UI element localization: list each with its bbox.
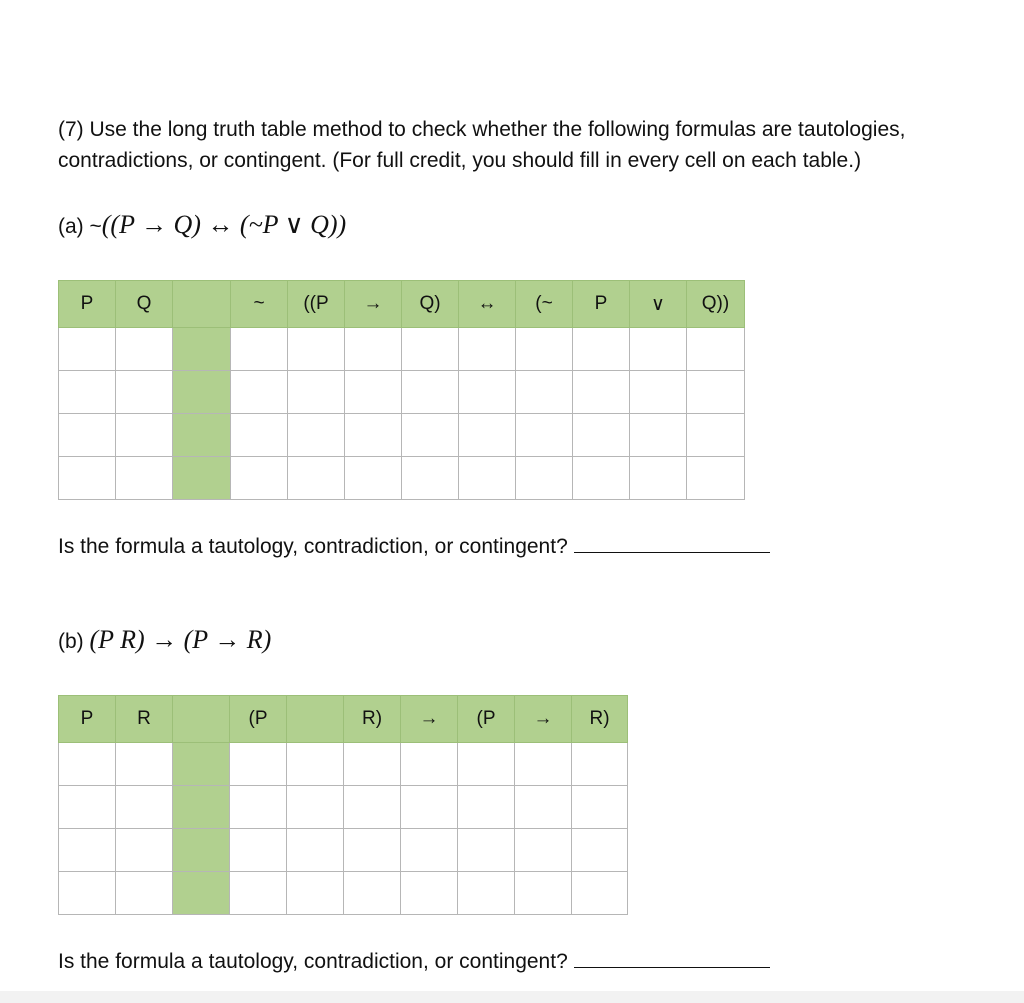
table-cell[interactable]: [231, 414, 288, 457]
instructions-text: (7) Use the long truth table method to check whether the following formulas are tautologies, contradictions, or contingent. (For full credit, you should fill in every cell on each table.): [58, 118, 906, 172]
table-a-header-cell: ↔: [459, 281, 516, 328]
table-cell[interactable]: [401, 829, 458, 872]
table-cell[interactable]: [288, 328, 345, 371]
table-cell[interactable]: [231, 328, 288, 371]
table-cell[interactable]: [573, 414, 630, 457]
table-b-header-cell: (P: [458, 696, 515, 743]
table-cell[interactable]: [687, 328, 745, 371]
table-cell[interactable]: [515, 786, 572, 829]
table-cell[interactable]: [572, 743, 628, 786]
table-cell[interactable]: [401, 872, 458, 915]
table-cell[interactable]: [402, 414, 459, 457]
table-cell[interactable]: [516, 328, 573, 371]
table-a-row: [59, 371, 745, 414]
table-cell[interactable]: [344, 743, 401, 786]
part-b-label: (b): [58, 630, 84, 653]
table-a-header-row: [59, 281, 745, 328]
table-cell[interactable]: [516, 371, 573, 414]
table-cell[interactable]: [630, 328, 687, 371]
table-cell[interactable]: [116, 829, 173, 872]
table-cell[interactable]: [458, 786, 515, 829]
table-cell[interactable]: [687, 457, 745, 500]
table-a-header-cell: →: [345, 281, 402, 328]
table-cell[interactable]: [344, 872, 401, 915]
part-a-formula-math: ((P → Q) ↔ (~P ∨ Q)): [101, 210, 347, 239]
table-b-header-cell: R): [572, 696, 628, 743]
table-cell[interactable]: [59, 328, 116, 371]
table-b-row: [59, 829, 628, 872]
table-b-header-cell: R): [344, 696, 401, 743]
table-cell[interactable]: [59, 829, 116, 872]
table-b-row: [59, 872, 628, 915]
table-cell[interactable]: [230, 872, 287, 915]
table-b-header-cell: (P: [230, 696, 287, 743]
table-cell[interactable]: [231, 457, 288, 500]
table-cell[interactable]: [630, 414, 687, 457]
table-cell[interactable]: [116, 786, 173, 829]
table-a-header-cell: [173, 281, 231, 328]
table-a-header-cell: (~: [516, 281, 573, 328]
table-cell[interactable]: [401, 743, 458, 786]
table-cell[interactable]: [516, 414, 573, 457]
table-spacer-cell: [173, 829, 230, 872]
table-cell[interactable]: [230, 743, 287, 786]
table-cell[interactable]: [59, 872, 116, 915]
table-b-header-cell: R: [116, 696, 173, 743]
part-a-label: (a) ~: [58, 215, 102, 238]
table-cell[interactable]: [116, 743, 173, 786]
table-cell[interactable]: [515, 872, 572, 915]
table-cell[interactable]: [458, 829, 515, 872]
table-cell[interactable]: [630, 457, 687, 500]
table-cell[interactable]: [59, 414, 116, 457]
table-b-header-cell: [173, 696, 230, 743]
table-cell[interactable]: [287, 786, 344, 829]
table-cell[interactable]: [572, 872, 628, 915]
table-cell[interactable]: [459, 328, 516, 371]
table-cell[interactable]: [572, 829, 628, 872]
table-a-header-cell: Q)): [687, 281, 745, 328]
table-cell[interactable]: [230, 829, 287, 872]
table-cell[interactable]: [402, 371, 459, 414]
table-b-row: [59, 786, 628, 829]
table-cell[interactable]: [344, 786, 401, 829]
table-cell[interactable]: [345, 414, 402, 457]
table-cell[interactable]: [402, 328, 459, 371]
table-cell[interactable]: [59, 786, 116, 829]
table-cell[interactable]: [287, 743, 344, 786]
part-a-question: [58, 532, 770, 559]
table-cell[interactable]: [345, 328, 402, 371]
page-bottom-edge: [0, 991, 1024, 1003]
part-b-formula-math: (P R) → (P → R): [89, 625, 272, 654]
table-cell[interactable]: [458, 872, 515, 915]
table-cell[interactable]: [573, 371, 630, 414]
table-cell[interactable]: [516, 457, 573, 500]
table-spacer-cell: [173, 414, 231, 457]
table-spacer-cell: [173, 371, 231, 414]
part-b-formula: [58, 625, 271, 655]
part-b-answer-blank[interactable]: [574, 947, 770, 968]
table-a-row: [59, 328, 745, 371]
table-cell[interactable]: [344, 829, 401, 872]
table-cell[interactable]: [572, 786, 628, 829]
truth-table-b: [58, 695, 628, 915]
truth-table-a: [58, 280, 745, 500]
part-b-question: [58, 947, 770, 974]
table-b-header-row: [59, 696, 628, 743]
table-cell[interactable]: [687, 414, 745, 457]
table-cell[interactable]: [515, 743, 572, 786]
table-cell[interactable]: [459, 414, 516, 457]
table-spacer-cell: [173, 743, 230, 786]
table-cell[interactable]: [345, 371, 402, 414]
table-cell[interactable]: [287, 872, 344, 915]
table-cell[interactable]: [116, 328, 173, 371]
table-a-header-cell: ~: [231, 281, 288, 328]
table-cell[interactable]: [515, 829, 572, 872]
table-cell[interactable]: [345, 457, 402, 500]
table-b-header-cell: →: [401, 696, 458, 743]
table-cell[interactable]: [59, 371, 116, 414]
table-cell[interactable]: [687, 371, 745, 414]
table-a-header-cell: Q: [116, 281, 173, 328]
table-b-header-cell: →: [515, 696, 572, 743]
table-a-header-cell: Q): [402, 281, 459, 328]
table-cell[interactable]: [116, 872, 173, 915]
table-cell[interactable]: [573, 457, 630, 500]
table-a-header-cell: P: [59, 281, 116, 328]
table-cell[interactable]: [288, 457, 345, 500]
table-a-header-cell: ∨: [630, 281, 687, 328]
table-spacer-cell: [173, 457, 231, 500]
table-cell[interactable]: [459, 371, 516, 414]
table-a-header-cell: ((P: [288, 281, 345, 328]
table-cell[interactable]: [116, 371, 173, 414]
table-cell[interactable]: [402, 457, 459, 500]
table-a-row: [59, 414, 745, 457]
table-cell[interactable]: [230, 786, 287, 829]
part-a-formula: [58, 210, 346, 240]
table-cell[interactable]: [116, 457, 173, 500]
table-a-row: [59, 457, 745, 500]
table-b-header-cell: P: [59, 696, 116, 743]
table-cell[interactable]: [288, 414, 345, 457]
table-cell[interactable]: [573, 328, 630, 371]
table-cell[interactable]: [288, 371, 345, 414]
table-cell[interactable]: [458, 743, 515, 786]
table-a-header-cell: P: [573, 281, 630, 328]
table-spacer-cell: [173, 786, 230, 829]
table-cell[interactable]: [116, 414, 173, 457]
table-cell[interactable]: [459, 457, 516, 500]
table-cell[interactable]: [59, 457, 116, 500]
table-b-row: [59, 743, 628, 786]
table-cell[interactable]: [59, 743, 116, 786]
table-b-header-cell: [287, 696, 344, 743]
table-cell[interactable]: [401, 786, 458, 829]
part-a-answer-blank[interactable]: [574, 532, 770, 553]
table-spacer-cell: [173, 328, 231, 371]
table-spacer-cell: [173, 872, 230, 915]
table-cell[interactable]: [630, 371, 687, 414]
table-cell[interactable]: [287, 829, 344, 872]
table-cell[interactable]: [231, 371, 288, 414]
part-b-question-text: Is the formula a tautology, contradiction, or contingent?: [58, 950, 568, 973]
part-a-question-text: Is the formula a tautology, contradiction, or contingent?: [58, 535, 568, 558]
